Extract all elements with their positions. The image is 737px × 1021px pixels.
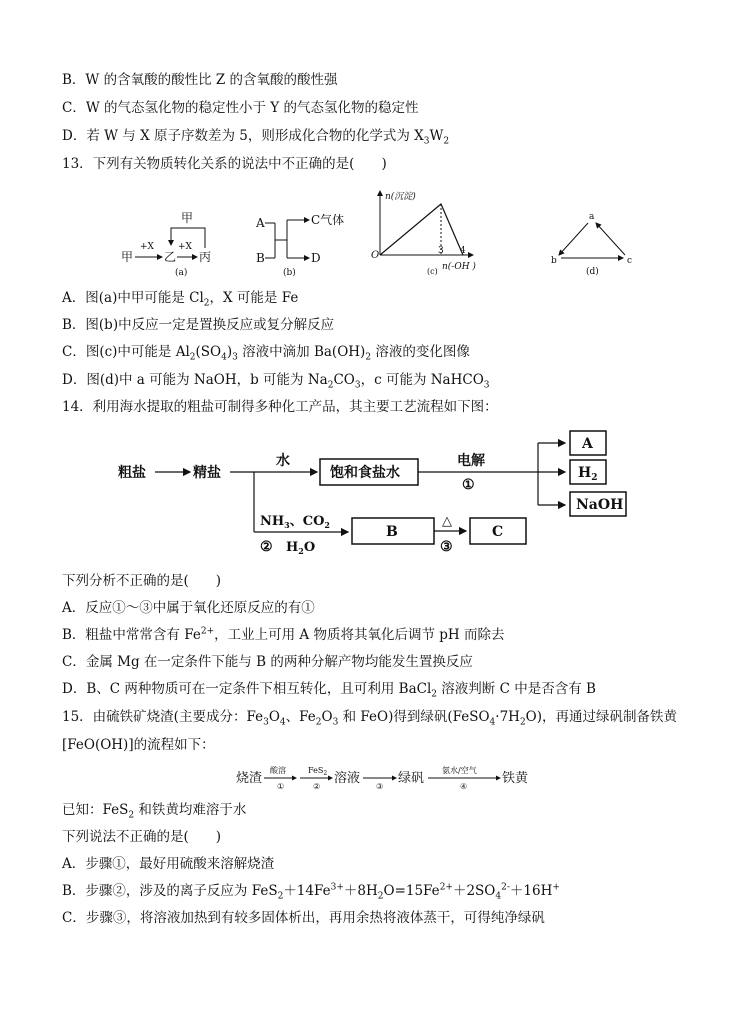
fig-c-ylabel: n(沉淀) (385, 192, 416, 202)
q13-option-c: C．图(c)中可能是 $Al_2(SO_4)_3$ 溶液中滴加 $Ba(OH)_2$ 溶液的变化图像 (62, 344, 470, 363)
q15-fes2: FeS$_2$ (308, 766, 328, 777)
q15-stem-line1: 15．由硫铁矿烧渣(主要成分：$Fe_3O_4$、$Fe_2O_3$ 和 FeO)得到绿矾$(FeSO_4\cdot 7H_2O)$，再通过绿矾制备铁黄 (62, 709, 678, 728)
q14-flowchart (110, 425, 650, 560)
q13-option-a: A．图(a)中甲可能是 $Cl_2$，X 可能是 Fe (62, 290, 299, 309)
fig-a-yi: 乙 (164, 250, 177, 264)
q15-option-b: B．步骤②，涉及的离子反应为 $FeS_2+14Fe^{3+}+8H_2O=15Fe^{2+}+2SO_4^{2-}+16H^+$ (62, 882, 560, 902)
flow-b: B (386, 524, 398, 540)
flow-step2: ② (260, 539, 273, 555)
fig-d-label: (d) (586, 267, 599, 277)
figure-a (121, 211, 211, 278)
fig-c-tick3: 3 (438, 246, 444, 256)
q15-stem-line2: [FeO(OH)]的流程如下： (62, 737, 215, 753)
q15-c2: ② (313, 782, 321, 791)
flow-a: A (582, 436, 593, 452)
q15-flow (230, 760, 540, 796)
q13-figures (115, 185, 675, 290)
q15-c3: ③ (376, 782, 384, 791)
q14-option-d: D．B、C 两种物质可在一定条件下相互转化，且可利用 BaCl$_2$ 溶液判断 C 中是否含有 B (62, 681, 596, 700)
fig-a-bing: 丙 (199, 250, 212, 264)
flow-step1: ① (462, 477, 475, 493)
fig-b-b: B (256, 251, 265, 265)
flow-c: C (492, 524, 504, 540)
fig-a-jia-top: 甲 (181, 211, 194, 225)
figure-b (255, 212, 344, 278)
q15-tiehuang: 铁黄 (502, 771, 529, 786)
flow-cuyan: 粗盐 (118, 465, 146, 481)
q15-shaozha: 烧渣 (236, 771, 263, 786)
q15-ammonia: 氨水/空气 (442, 766, 477, 775)
flow-step3: ③ (440, 539, 453, 555)
fig-a-plusx1: +X (140, 242, 154, 252)
fig-d-c: c (627, 256, 633, 266)
flow-h2: $H_2$ (578, 465, 598, 483)
fig-c-curve (380, 204, 463, 255)
fig-a-jia: 甲 (121, 250, 134, 264)
fig-b-c: C气体 (311, 213, 345, 227)
figure-c (371, 191, 476, 276)
q12-option-b: B．W 的含氧酸的酸性比 Z 的含氧酸的酸性强 (62, 72, 338, 88)
q14-sub: 下列分析不正确的是( ) (62, 573, 222, 589)
q15-option-a: A．步骤①，最好用硫酸来溶解烧渣 (62, 856, 275, 872)
q13-option-d: D．图(d)中 a 可能为 NaOH，b 可能为 $Na_2CO_3$，c 可能为 NaHCO$_3$ (62, 372, 490, 391)
flow-heat: △ (442, 514, 452, 529)
q15-acid: 酸溶 (270, 766, 286, 775)
flow-brine: 饱和食盐水 (330, 465, 400, 481)
q15-known: 已知：FeS$_2$ 和铁黄均难溶于水 (62, 802, 247, 821)
flow-h2o: $H_2O$ (286, 540, 316, 556)
q14-stem: 14．利用海水提取的粗盐可制得多种化工产品，其主要工艺流程如下图： (62, 399, 498, 415)
flow-jingyan: 精盐 (193, 465, 221, 481)
figure-d (551, 212, 632, 277)
fig-c-label: (c) (427, 267, 438, 276)
fig-d-b: b (551, 256, 557, 266)
q12-option-d: D．若 W 与 X 原子序数差为 5，则形成化合物的化学式为 $X_3W_2$ (62, 128, 450, 147)
q14-option-b: B．粗盐中常常含有 $Fe^{2+}$，工业上可用 A 物质将其氧化后调节 pH 而除去 (62, 626, 505, 643)
flow-water: 水 (276, 453, 290, 469)
q15-sub: 下列说法不正确的是( ) (62, 829, 222, 845)
flow-naoh: NaOH (576, 497, 624, 513)
fig-c-tick4: 4 (460, 246, 466, 256)
q14-option-c: C．金属 Mg 在一定条件下能与 B 的两种分解产物均能发生置换反应 (62, 654, 473, 670)
q15-c1: ① (277, 782, 285, 791)
fig-c-xlabel: n(-OH ) (442, 262, 476, 272)
fig-b-d: D (311, 251, 321, 265)
q15-c4: ④ (460, 782, 468, 791)
fig-c-origin: O (371, 250, 380, 261)
q15-lvfan: 绿矾 (398, 771, 425, 786)
fig-a-plusx2: +X (178, 242, 192, 252)
q15-solution: 溶液 (334, 771, 361, 786)
q12-option-c: C．W 的气态氢化物的稳定性小于 Y 的气态氢化物的稳定性 (62, 100, 419, 116)
q13-stem: 13．下列有关物质转化关系的说法中不正确的是( ) (62, 156, 387, 172)
q15-option-c: C．步骤③，将溶液加热到有较多固体析出，再用余热将液体蒸干，可得纯净绿矾 (62, 910, 545, 926)
fig-d-a: a (589, 212, 595, 222)
fig-b-a: A (256, 216, 265, 230)
flow-reagents: $NH_3$、$CO_2$ (260, 514, 330, 530)
fig-a-label: (a) (175, 268, 188, 278)
q13-option-b: B．图(b)中反应一定是置换反应或复分解反应 (62, 317, 335, 333)
q14-option-a: A．反应①～③中属于氧化还原反应的有① (62, 600, 315, 616)
fig-b-label: (b) (283, 268, 296, 278)
flow-electrolysis: 电解 (457, 453, 485, 469)
